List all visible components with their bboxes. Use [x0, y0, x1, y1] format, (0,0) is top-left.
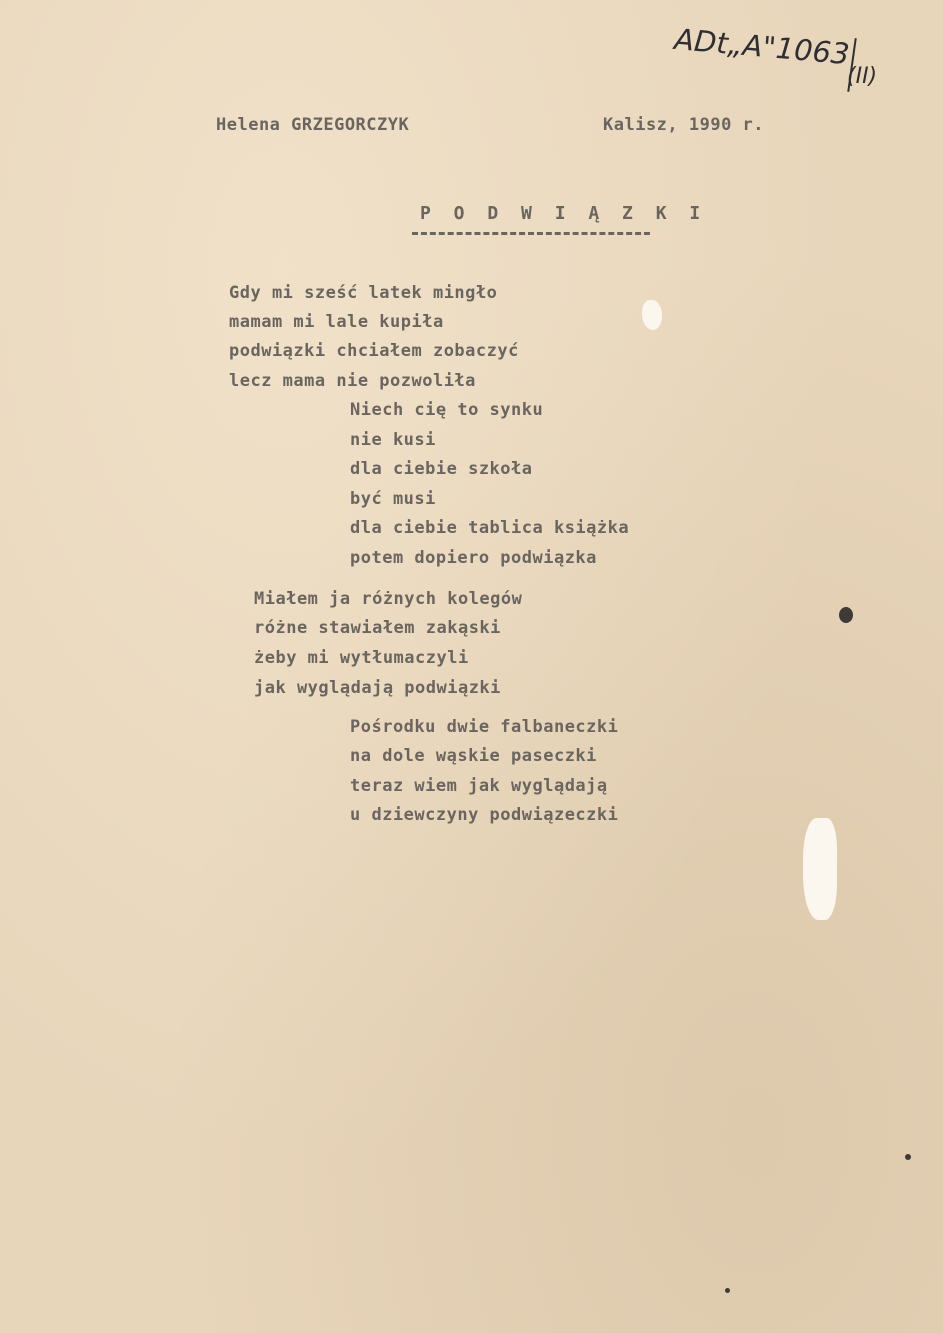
poem-line: Gdy mi sześć latek mingło — [229, 283, 498, 303]
place-date: Kalisz, 1990 r. — [603, 115, 765, 135]
poem-line: lecz mama nie pozwoliła — [229, 371, 476, 391]
poem-line: dla ciebie szkoła — [350, 459, 533, 479]
poem-line: mamam mi lale kupiła — [229, 312, 444, 332]
poem-line: Pośrodku dwie falbaneczki — [350, 717, 619, 737]
poem-line: teraz wiem jak wyglądają — [350, 776, 608, 796]
paper-tear — [803, 818, 837, 920]
poem-line: być musi — [350, 489, 436, 509]
poem-line: dla ciebie tablica książka — [350, 518, 630, 538]
poem-line: różne stawiałem zakąski — [254, 618, 501, 638]
poem-line: jak wyglądają podwiązki — [254, 678, 501, 698]
poem-line: podwiązki chciałem zobaczyć — [229, 341, 519, 361]
speck — [725, 1288, 730, 1293]
title-underline — [412, 232, 650, 235]
poem-line: potem dopiero podwiązka — [350, 548, 597, 568]
poem-line: Miałem ja różnych kolegów — [254, 589, 523, 609]
poem-line: u dziewczyny podwiązeczki — [350, 805, 619, 825]
speck — [905, 1154, 911, 1160]
poem-line: na dole wąskie paseczki — [350, 746, 597, 766]
author-name: Helena GRZEGORCZYK — [216, 115, 410, 135]
ink-spot — [839, 607, 853, 623]
poem-line: nie kusi — [350, 430, 436, 450]
archive-signature-part: (II) — [847, 64, 878, 89]
poem-title: P O D W I Ą Z K I — [420, 203, 707, 224]
archive-signature: ADt„A"1063 — [673, 22, 851, 72]
poem-line: żeby mi wytłumaczyli — [254, 648, 469, 668]
poem-line: Niech cię to synku — [350, 400, 544, 420]
paper-hole — [642, 300, 662, 330]
